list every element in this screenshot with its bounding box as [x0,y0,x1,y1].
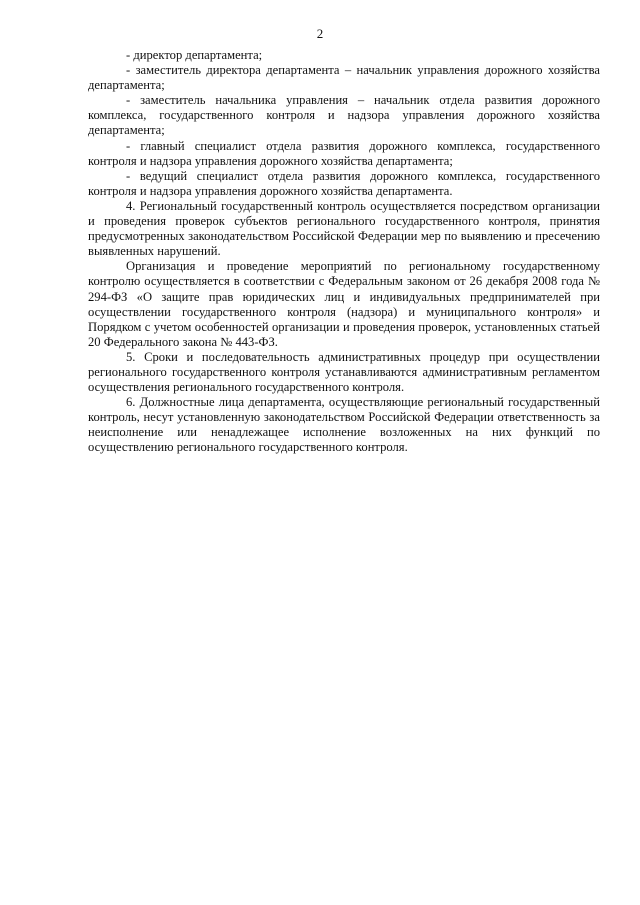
list-item-chief-specialist: - главный специалист отдела развития дорожного комплекса, государственного контроля и надзора управления дорожного хозяйства департамента; [88,138,600,168]
list-item-deputy-head: - заместитель начальника управления – начальник отдела развития дорожного комплекса, государственного контроля и надзора управления дорожного хозяйства департамента; [88,93,600,138]
paragraph-organization: Организация и проведение мероприятий по региональному государственному контролю осуществляется в соответствии с Федеральным законом от 26 декабря 2008 года № 294-ФЗ «О защите прав юридических лиц и индивидуальных предпринимателей при осуществлении государственного контроля (надзора) и муниципального контроля» и Порядком с учетом особенностей организации и проведения проверок, установленных статьей 20 Федерального закона № 443-ФЗ. [88,259,600,349]
list-item-director: - директор департамента; [126,48,263,62]
paragraph-6: 6. Должностные лица департамента, осуществляющие региональный государственный контроль, несут установленную законодательством Российской Федерации ответственность за неисполнение или ненадлежащее исполнение возложенных на них функций по осуществлению регионального государственного контроля. [88,395,600,455]
list-item-leading-specialist: - ведущий специалист отдела развития дорожного комплекса, государственного контроля и надзора управления дорожного хозяйства департамента. [88,168,600,198]
page-number: 2 [316,26,324,41]
list-item-deputy-director: - заместитель директора департамента – начальник управления дорожного хозяйства департамента; [88,63,600,93]
document-body [88,48,600,456]
paragraph-5: 5. Сроки и последовательность административных процедур при осуществлении регионального государственного контроля устанавливаются административным регламентом осуществления регионального государственного контроля. [88,349,600,395]
paragraph-4: 4. Региональный государственный контроль осуществляется посредством организации и проведения проверок субъектов регионального государственного контроля, принятия предусмотренных законодательством Российской Федерации мер по выявлению и пресечению выявленных нарушений. [88,198,600,259]
